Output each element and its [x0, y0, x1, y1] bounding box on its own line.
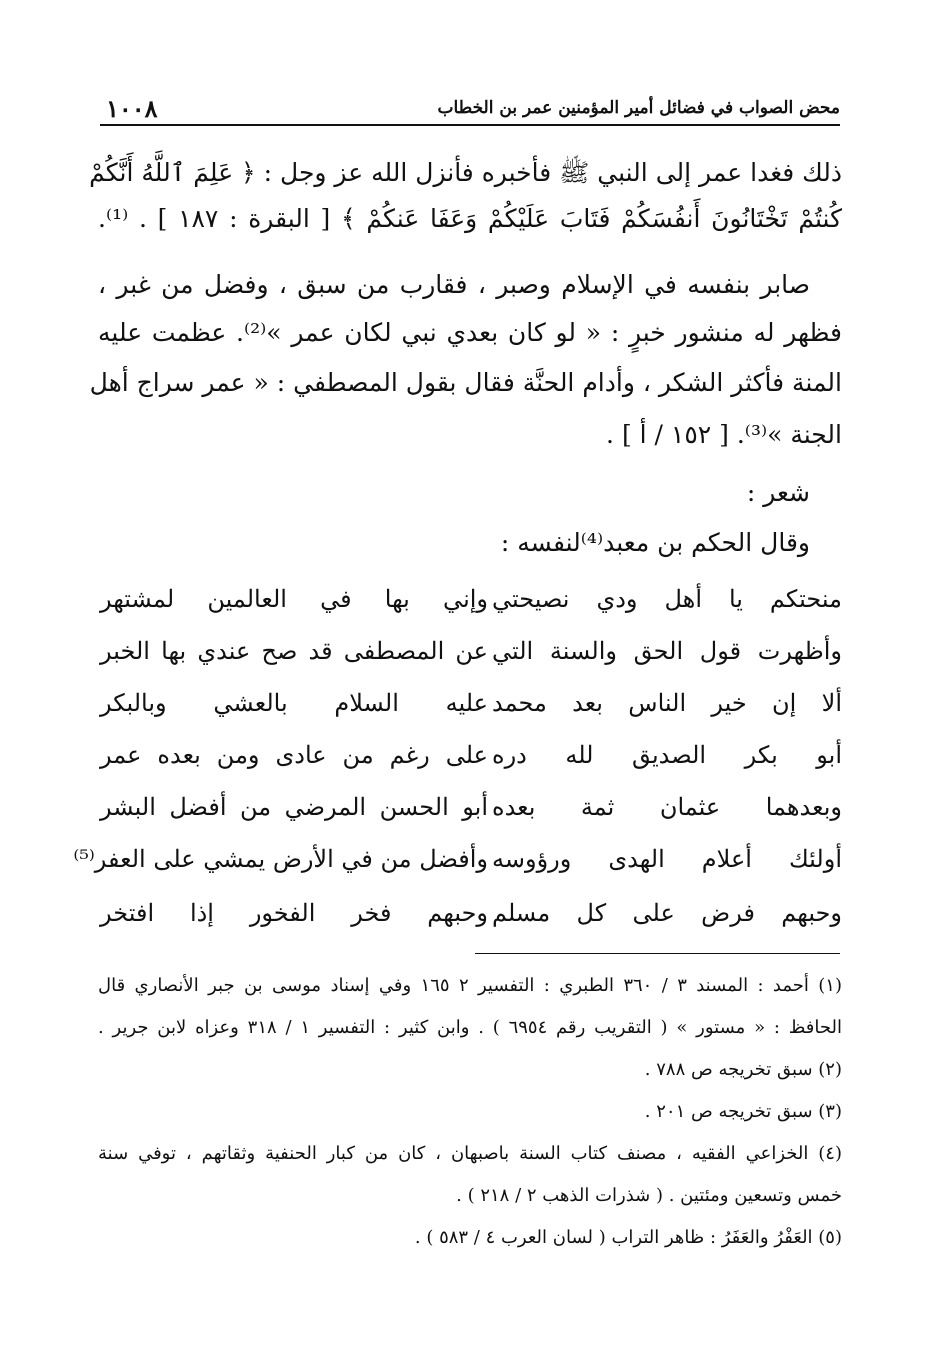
body-line-6: الجنة »⁽³⁾. [ ١٥٢ / أ ] .: [606, 420, 842, 449]
verse-4-second: على رغم من عادى ومن بعده عمر: [100, 741, 488, 769]
page-number: ١٠٠٨: [106, 94, 158, 123]
footnote-4-line-1: (٤) الخزاعي الفقيه ، مصنف كتاب السنة باصبهان ، كان من كبار الحنفية وثقاتهم ، توفي سنة: [98, 1143, 842, 1164]
running-title: محض الصواب في فضائل أمير المؤمنين عمر بن الخطاب: [437, 98, 840, 118]
verse-5-first: وبعدهما عثمان ثمة بعده: [492, 793, 842, 821]
verse-2-first: وأظهرت قول الحق والسنة التي: [492, 637, 842, 665]
footnote-5: (٥) العَفْرُ والعَفَرُ : ظاهر التراب ( لسان العرب ٤ / ٥٨٣ ) .: [414, 1227, 842, 1248]
body-line-5: المنة فأكثر الشكر ، وأدام الحنَّة فقال بقول المصطفي : « عمر سراج أهل: [89, 368, 842, 397]
verse-6-second: وأفضل من في الأرض يمشي على العفر⁽⁵⁾: [73, 845, 488, 873]
body-line-4: فظهر له منشور خبرٍ : « لو كان بعدي نبي لكان عمر »⁽²⁾. عظمت عليه: [98, 318, 842, 347]
footnote-1-line-1: (١) أحمد : المسند ٣ / ٣٦٠ الطبري : التفسير ٢ ١٦٥ وفي إسناد موسى بن جبر الأنصاري قال: [98, 975, 842, 996]
verse-1-second: وإني بها في العالمين لمشتهر: [100, 585, 488, 613]
verse-7-second: وحبهم فخر الفخور إذا افتخر: [100, 899, 488, 927]
poem-heading: شعر :: [746, 478, 810, 507]
header-rule: [100, 124, 840, 126]
footnote-4-line-2: خمس وتسعين ومئتين . ( شذرات الذهب ٢ / ٢١٨ ) .: [456, 1185, 842, 1206]
page-header: [100, 96, 840, 126]
body-line-2: كُنتُمْ تَخْتَانُونَ أَنفُسَكُمْ فَتَابَ عَلَيْكُمْ وَعَفَا عَنكُمْ ﴾ [ البقرة : ١٨٧ ] . ⁽¹⁾.: [98, 204, 842, 233]
verse-4-first: أبو بكر الصديق لله دره: [492, 741, 842, 769]
poem-intro: وقال الحكم بن معبد⁽⁴⁾لنفسه :: [500, 528, 810, 557]
verse-1-first: منحتكم يا أهل ودي نصيحتي: [492, 585, 842, 613]
footnote-1-line-2: الحافظ : « مستور » ( التقريب رقم ٦٩٥٤ ) . وابن كثير : التفسير ١ / ٣١٨ وعزاه لابن جرير .: [98, 1017, 843, 1038]
verse-6-first: أولئك أعلام الهدى ورؤوسه: [492, 845, 842, 873]
body-line-1: ذلك فغدا عمر إلى النبي ﷺ فأخبره فأنزل الله عز وجل : ﴿ عَلِمَ ٱللَّهُ أَنَّكُمْ: [89, 158, 842, 187]
verse-2-second: عن المصطفى قد صح عندي بها الخبر: [100, 637, 488, 665]
verse-7-first: وحبهم فرض على كل مسلم: [492, 899, 842, 927]
footnote-2: (٢) سبق تخريجه ص ٧٨٨ .: [644, 1059, 842, 1080]
footnote-3: (٣) سبق تخريجه ص ٢٠١ .: [644, 1101, 842, 1122]
footnote-separator: [475, 953, 840, 954]
body-line-3: صابر بنفسه في الإسلام وصبر ، فقارب من سبق ، وفضل من غبر ،: [98, 270, 810, 299]
verse-3-second: عليه السلام بالعشي وبالبكر: [100, 689, 488, 717]
verse-3-first: ألا إن خير الناس بعد محمد: [492, 689, 842, 717]
verse-5-second: أبو الحسن المرضي من أفضل البشر: [100, 793, 488, 821]
